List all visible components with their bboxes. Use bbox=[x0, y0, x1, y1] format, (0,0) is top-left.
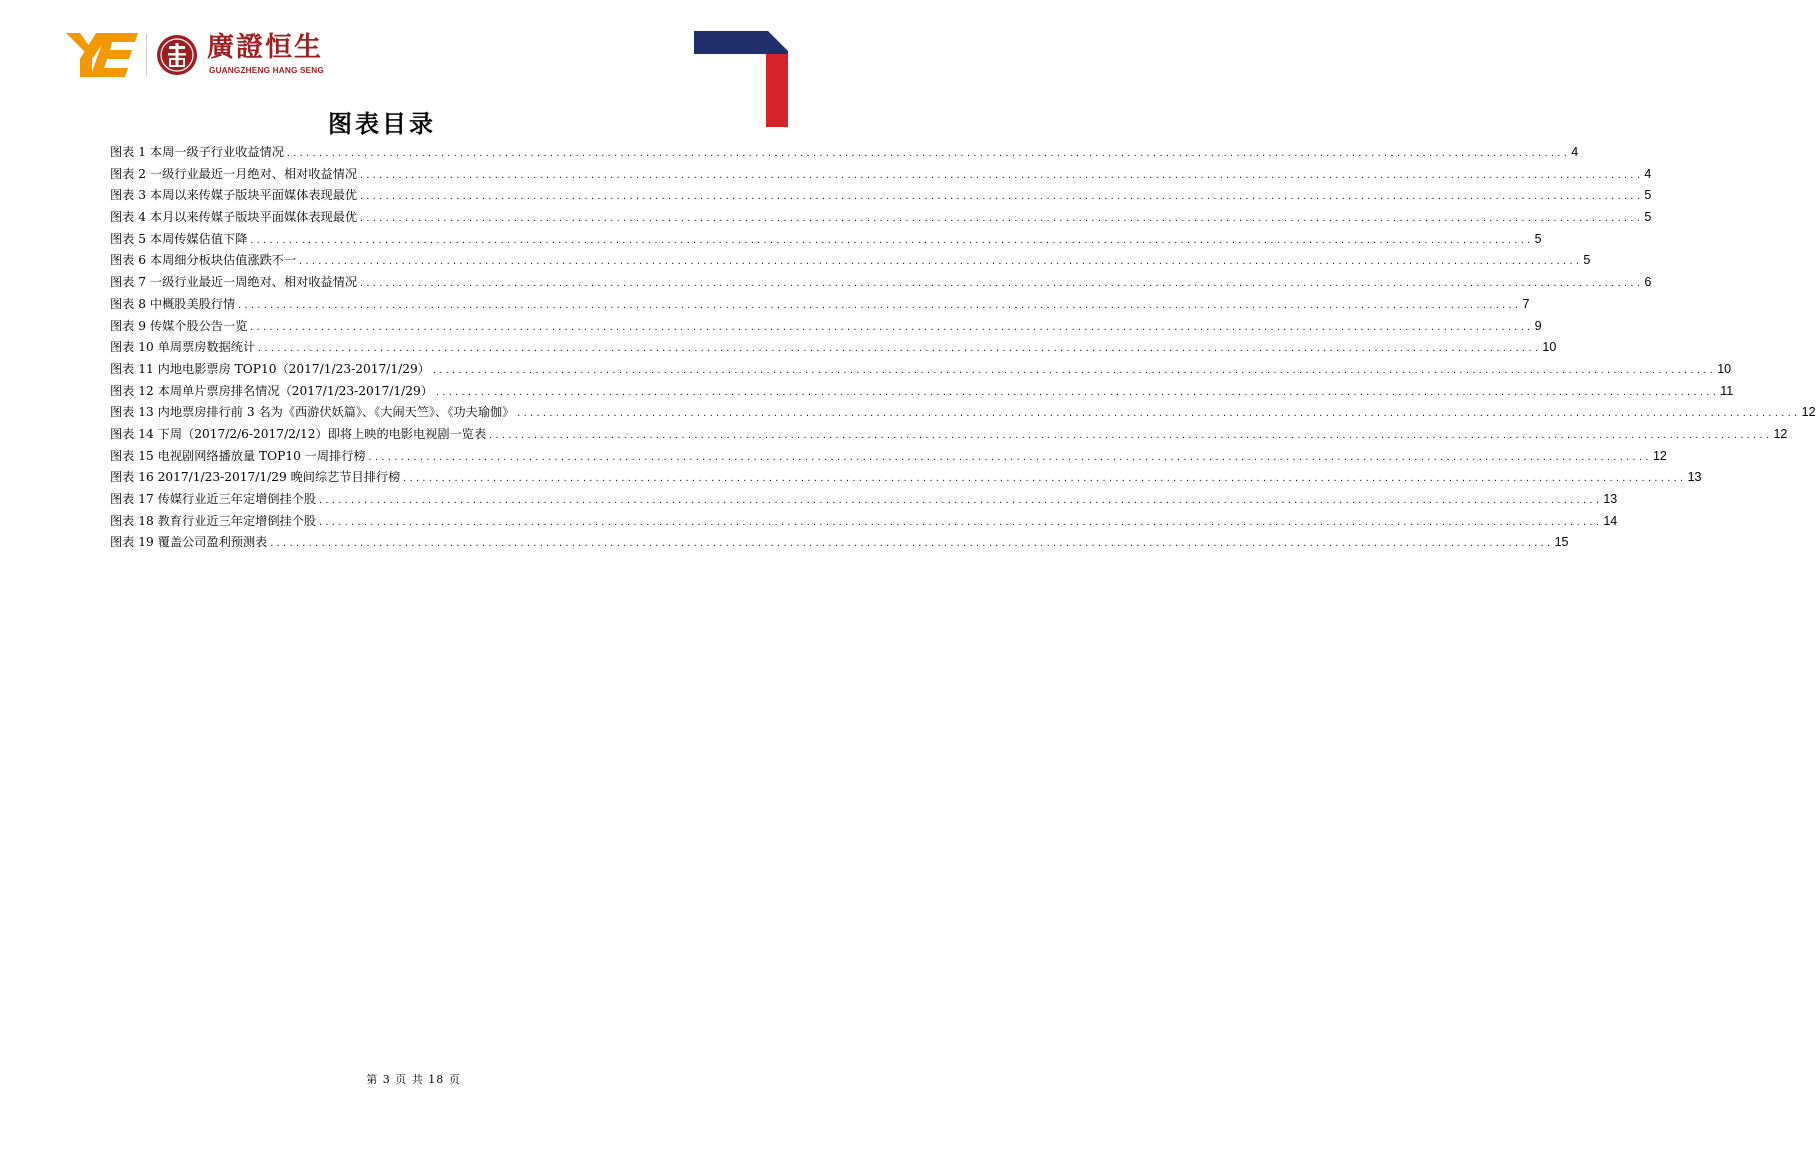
toc-entry-page: 5 bbox=[1583, 253, 1591, 268]
toc-leader-dots: ........................................................................................................................................................................................................ bbox=[359, 192, 1643, 202]
toc-entry[interactable] bbox=[110, 251, 1591, 273]
toc-entry-label: 图表 10 单周票房数据统计 bbox=[110, 340, 256, 355]
toc-entry-label: 图表 14 下周（2017/2/6-2017/2/12）即将上映的电影电视剧一览表 bbox=[110, 426, 487, 441]
toc-entry-page: 10 bbox=[1717, 361, 1732, 376]
toc-entry[interactable] bbox=[110, 295, 1530, 317]
toc-entry-page: 14 bbox=[1603, 513, 1618, 528]
toc-entry-label: 图表 6 本周细分板块估值涨跌不一 bbox=[110, 253, 297, 268]
toc-title: 图表目录 bbox=[328, 110, 436, 138]
toc-entry-label: 图表 1 本周一级子行业收益情况 bbox=[110, 145, 284, 159]
toc-entry-page: 7 bbox=[1522, 296, 1530, 311]
toc-entry[interactable] bbox=[110, 512, 1618, 534]
toc-leader-dots: ........................................................................................................................................................................................................ bbox=[318, 517, 1602, 527]
toc-entry-label: 图表 3 本周以来传媒子版块平面媒体表现最优 bbox=[110, 188, 358, 203]
toc-leader-dots: ........................................................................................................................................................................................................ bbox=[249, 235, 1533, 245]
toc-leader-dots: ........................................................................................................................................................................................................ bbox=[402, 474, 1686, 484]
toc-entry-page: 12 bbox=[1801, 405, 1816, 420]
toc-entry-page: 6 bbox=[1644, 275, 1652, 290]
toc-entry-page: 15 bbox=[1554, 535, 1569, 550]
toc-entry-page: 13 bbox=[1687, 470, 1702, 485]
toc-entry[interactable] bbox=[110, 490, 1618, 512]
toc-leader-dots: ........................................................................................................................................................................................................ bbox=[431, 365, 1716, 375]
toc-leader-dots: ........................................................................................................................................................................................................ bbox=[488, 430, 1772, 440]
toc-leader-dots: ........................................................................................................................................................................................................ bbox=[298, 257, 1582, 267]
toc-leader-dots: ........................................................................................................................................................................................................ bbox=[318, 496, 1602, 505]
toc-entry[interactable] bbox=[110, 143, 1579, 165]
toc-entry-label: 图表 17 传媒行业近三年定增倒挂个股 bbox=[110, 492, 317, 506]
brand-name-en: GUANGZHENG HANG SENG bbox=[209, 66, 324, 75]
toc-entry[interactable] bbox=[110, 186, 1652, 208]
toc-entry-page: 4 bbox=[1644, 166, 1652, 181]
toc-entry-label: 图表 9 传媒个股公告一览 bbox=[110, 318, 248, 333]
toc-entry[interactable] bbox=[110, 273, 1652, 295]
brand-name-cn: 廣證恒生 bbox=[207, 32, 323, 63]
toc-entry-page: 12 bbox=[1652, 448, 1667, 463]
toc-entry[interactable] bbox=[110, 425, 1788, 447]
toc-entry-page: 9 bbox=[1534, 318, 1542, 333]
toc-entry-label: 图表 13 内地票房排行前 3 名为《西游伏妖篇》、《大闹天竺》、《功夫瑜伽》 bbox=[110, 405, 515, 420]
toc-leader-dots: ........................................................................................................................................................................................................ bbox=[359, 214, 1643, 224]
seal-icon bbox=[156, 34, 198, 76]
page-header bbox=[0, 0, 827, 110]
toc-entry-page: 5 bbox=[1534, 231, 1542, 246]
logo-divider bbox=[146, 34, 147, 76]
toc-entry[interactable] bbox=[110, 447, 1667, 469]
toc-entry-label: 图表 8 中概股美股行情 bbox=[110, 296, 236, 311]
toc-leader-dots: ........................................................................................................................................................................................................ bbox=[434, 387, 1719, 397]
toc-entry[interactable] bbox=[110, 317, 1542, 339]
toc-entry-label: 图表 11 内地电影票房 TOP10（2017/1/23-2017/1/29） bbox=[110, 361, 430, 376]
toc-entry[interactable] bbox=[110, 338, 1557, 360]
toc-entry-page: 10 bbox=[1542, 340, 1557, 355]
toc-entry-page: 4 bbox=[1571, 145, 1579, 159]
toc-list bbox=[110, 143, 1816, 555]
toc-leader-dots: ........................................................................................................................................................................................................ bbox=[359, 279, 1643, 289]
toc-entry-label: 图表 7 一级行业最近一周绝对、相对收益情况 bbox=[110, 275, 358, 290]
toc-entry-label: 图表 19 覆盖公司盈利预测表 bbox=[110, 535, 268, 550]
toc-leader-dots: ........................................................................................................................................................................................................ bbox=[285, 149, 1570, 158]
toc-entry[interactable] bbox=[110, 533, 1569, 555]
toc-entry-label: 图表 15 电视剧网络播放量 TOP10 一周排行榜 bbox=[110, 448, 366, 463]
toc-entry-label: 图表 4 本月以来传媒子版块平面媒体表现最优 bbox=[110, 210, 358, 225]
toc-entry[interactable] bbox=[110, 165, 1652, 187]
toc-entry-page: 12 bbox=[1773, 426, 1788, 441]
toc-entry[interactable] bbox=[110, 230, 1542, 252]
toc-entry[interactable] bbox=[110, 403, 1816, 425]
toc-entry[interactable] bbox=[110, 208, 1652, 230]
page-footer: 第 3 页 共 18 页 bbox=[366, 1073, 461, 1086]
toc-entry[interactable] bbox=[110, 360, 1732, 382]
toc-leader-dots: ........................................................................................................................................................................................................ bbox=[359, 170, 1643, 180]
toc-leader-dots: ........................................................................................................................................................................................................ bbox=[516, 409, 1800, 419]
toc-entry-page: 11 bbox=[1720, 383, 1734, 398]
toc-entry-label: 图表 18 教育行业近三年定增倒挂个股 bbox=[110, 513, 317, 528]
toc-entry-page: 13 bbox=[1603, 492, 1618, 506]
ye-logo-icon bbox=[66, 33, 138, 77]
toc-entry-page: 5 bbox=[1644, 188, 1652, 203]
toc-leader-dots: ........................................................................................................................................................................................................ bbox=[257, 344, 1541, 354]
toc-entry[interactable] bbox=[110, 468, 1702, 490]
toc-leader-dots: ........................................................................................................................................................................................................ bbox=[249, 322, 1533, 332]
toc-leader-dots: ........................................................................................................................................................................................................ bbox=[237, 300, 1521, 310]
toc-entry-label: 图表 12 本周单片票房排名情况（2017/1/23-2017/1/29） bbox=[110, 383, 433, 398]
toc-entry-label: 图表 2 一级行业最近一月绝对、相对收益情况 bbox=[110, 166, 358, 181]
toc-entry-page: 5 bbox=[1644, 210, 1652, 225]
toc-leader-dots: ........................................................................................................................................................................................................ bbox=[367, 452, 1651, 462]
toc-leader-dots: ........................................................................................................................................................................................................ bbox=[269, 539, 1553, 549]
toc-entry[interactable] bbox=[110, 382, 1734, 404]
toc-entry-label: 图表 5 本周传媒估值下降 bbox=[110, 231, 248, 246]
toc-entry-label: 图表 16 2017/1/23-2017/1/29 晚间综艺节目排行榜 bbox=[110, 470, 401, 485]
